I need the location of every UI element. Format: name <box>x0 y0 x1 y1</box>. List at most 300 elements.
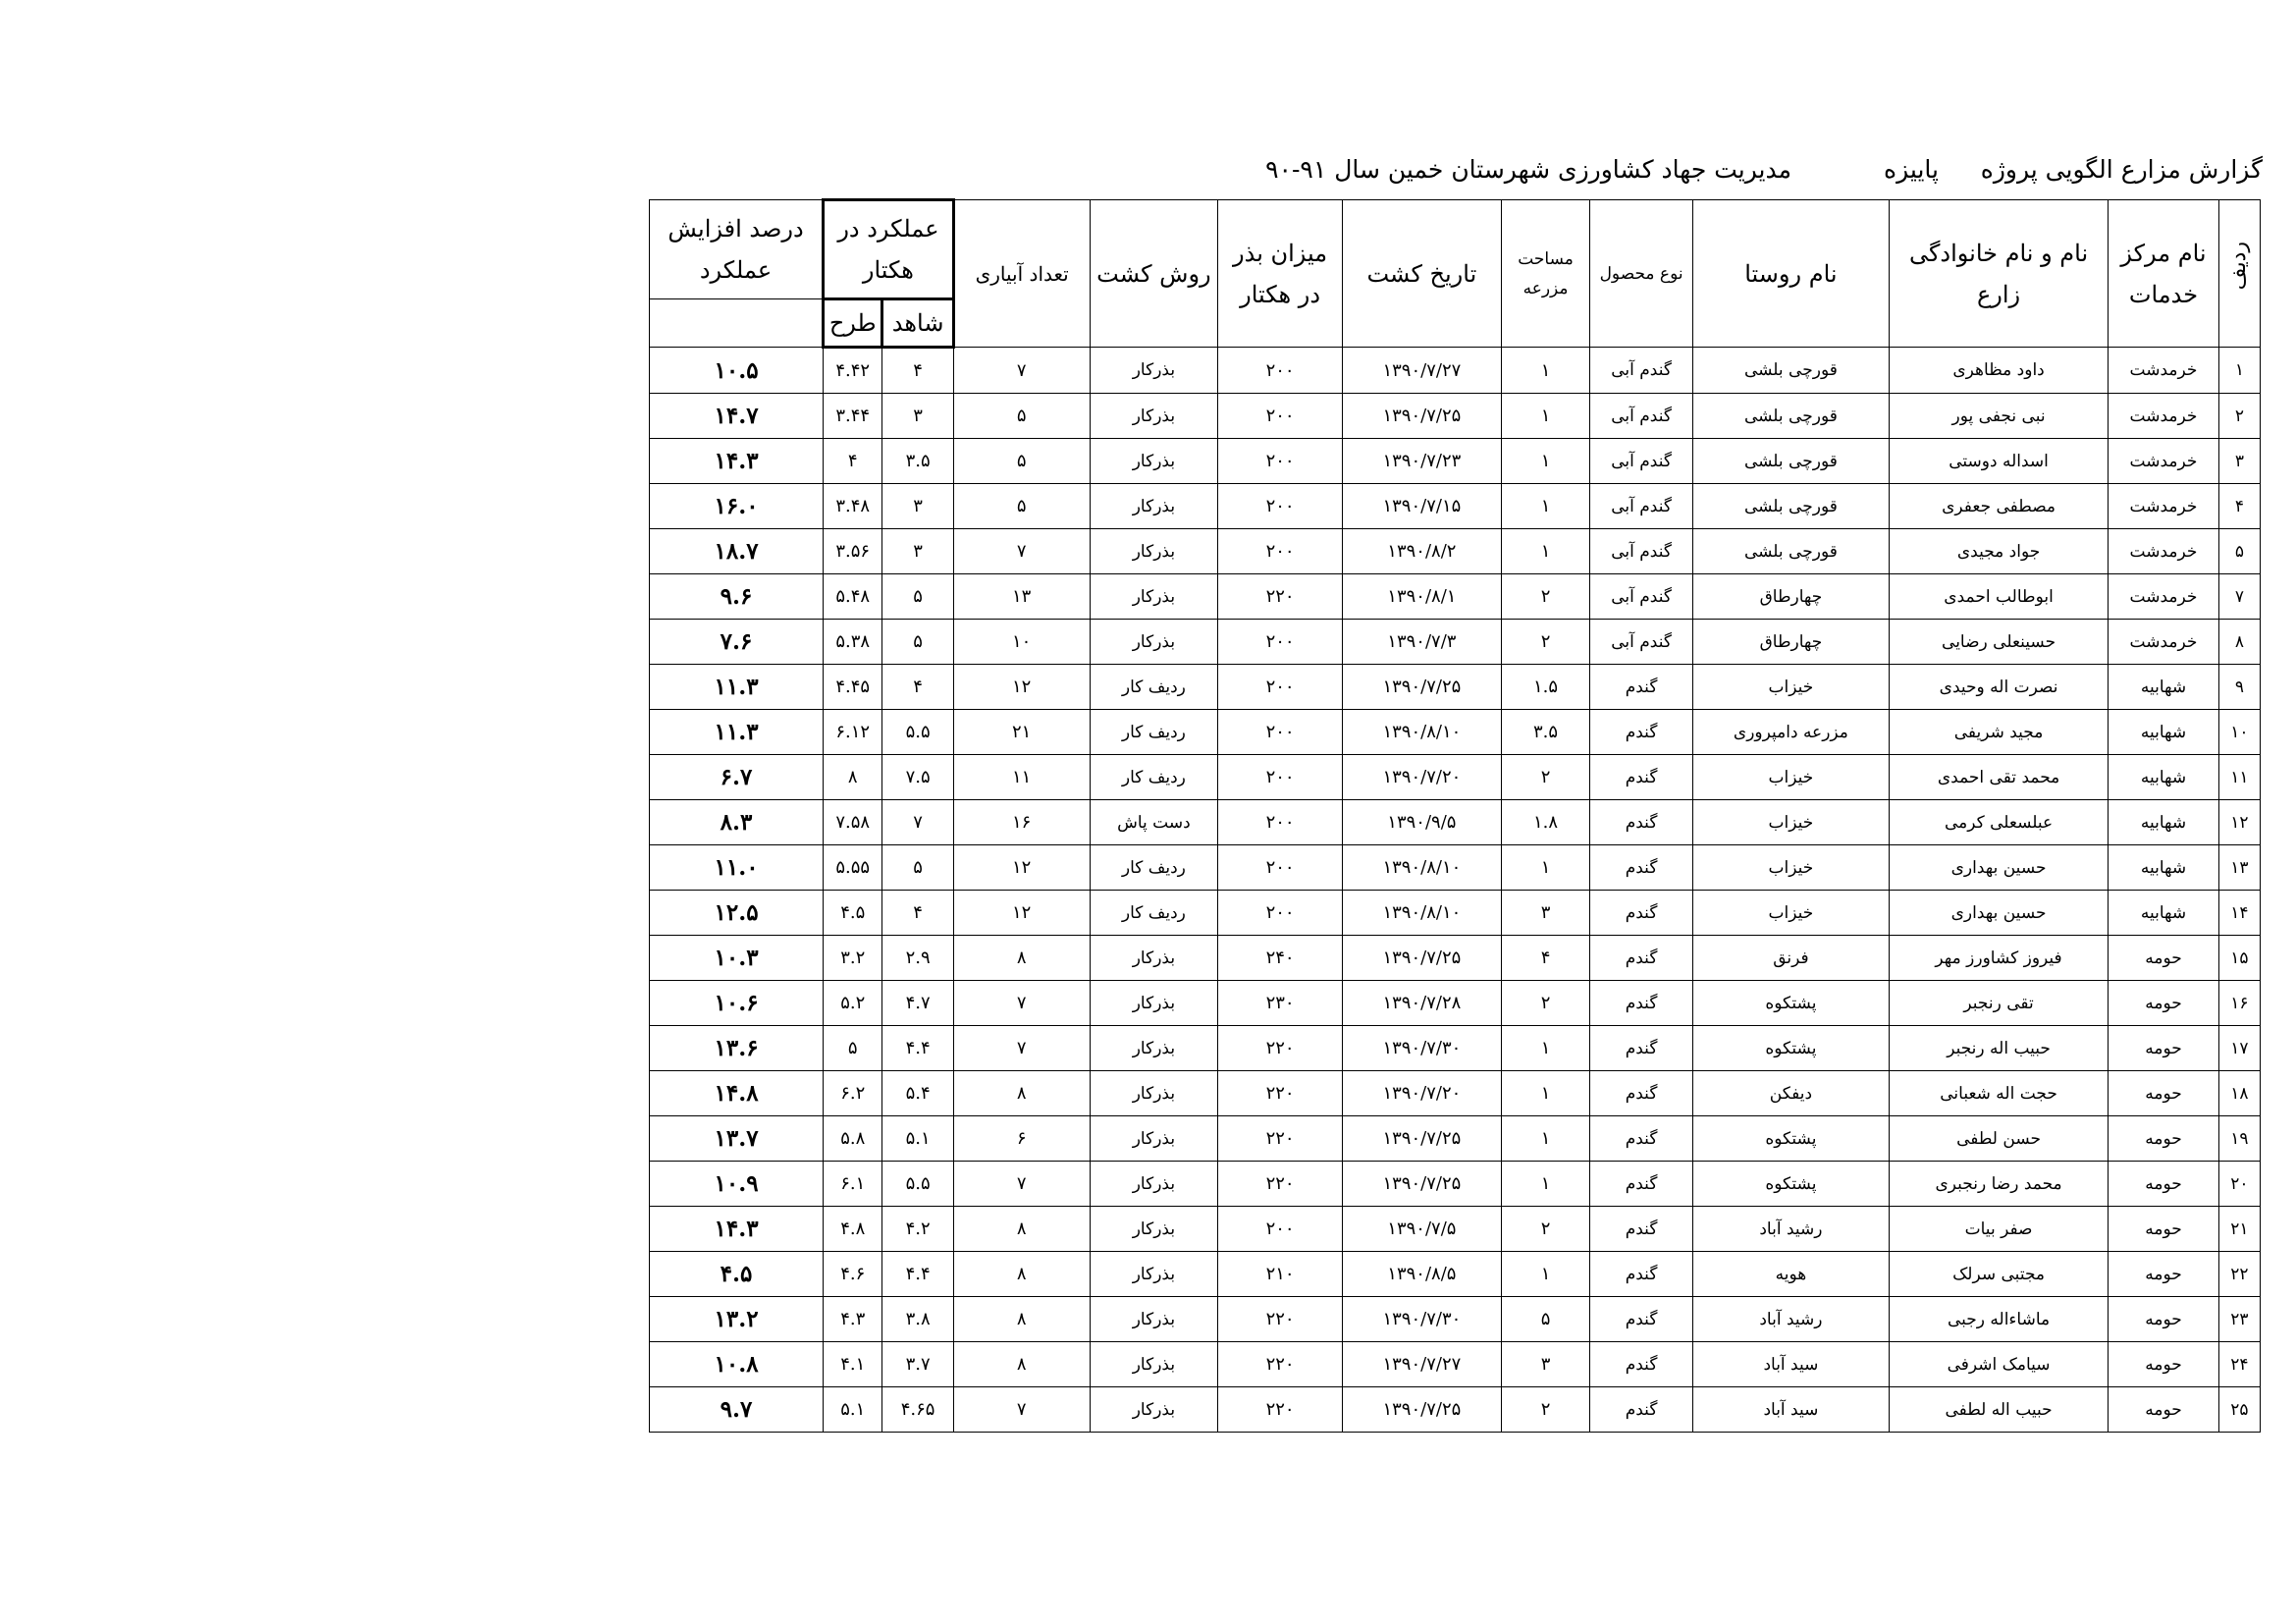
farmer-name: حسن لطفی <box>1889 1116 2108 1162</box>
center-name: خرمدشت <box>2109 394 2219 439</box>
col-farmer-header: نام و نام خانوادگی زارع <box>1889 200 2108 348</box>
village-name: مزرعه دامپروری <box>1692 710 1889 755</box>
yield-increase: ۱۳.۲ <box>650 1297 824 1342</box>
center-name: شهابیه <box>2109 845 2219 891</box>
yield-plan: ۴.۳ <box>824 1297 882 1342</box>
yield-plan: ۴.۴۲ <box>824 348 882 394</box>
yield-check: ۵ <box>882 620 953 665</box>
yield-check: ۲.۹ <box>882 936 953 981</box>
table-row <box>650 1342 2261 1387</box>
row-number: ۵ <box>2218 529 2260 574</box>
yield-check: ۳.۷ <box>882 1342 953 1387</box>
center-name: حومه <box>2109 981 2219 1026</box>
yield-increase: ۱۶.۰ <box>650 484 824 529</box>
sowing-method: بذرکار <box>1090 348 1218 394</box>
crop-type: گندم <box>1590 665 1693 710</box>
sowing-date: ۱۳۹۰/۸/۲ <box>1342 529 1501 574</box>
sowing-date: ۱۳۹۰/۷/۲۵ <box>1342 394 1501 439</box>
farm-area: ۱ <box>1501 1162 1589 1207</box>
village-name: چهارطاق <box>1692 574 1889 620</box>
yield-plan: ۵.۲ <box>824 981 882 1026</box>
center-name: شهابیه <box>2109 710 2219 755</box>
center-name: حومه <box>2109 1207 2219 1252</box>
yield-increase: ۱۳.۷ <box>650 1116 824 1162</box>
management-label: مدیریت جهاد کشاورزی شهرستان خمین سال ۹۱-۹۰ <box>1265 155 1791 184</box>
farms-table-body <box>650 348 2261 1433</box>
farm-area: ۱ <box>1501 348 1589 394</box>
sowing-date: ۱۳۹۰/۷/۲۵ <box>1342 665 1501 710</box>
seed-rate: ۲۰۰ <box>1218 484 1343 529</box>
yield-check: ۵.۵ <box>882 1162 953 1207</box>
village-name: رشید آباد <box>1692 1207 1889 1252</box>
center-name: حومه <box>2109 1342 2219 1387</box>
farm-area: ۲ <box>1501 574 1589 620</box>
yield-check: ۵.۴ <box>882 1071 953 1116</box>
yield-check: ۵ <box>882 845 953 891</box>
seed-rate: ۲۲۰ <box>1218 1342 1343 1387</box>
sowing-method: بذرکار <box>1090 1342 1218 1387</box>
crop-type: گندم آبی <box>1590 484 1693 529</box>
seed-rate: ۲۲۰ <box>1218 1116 1343 1162</box>
sowing-date: ۱۳۹۰/۷/۱۵ <box>1342 484 1501 529</box>
col-area-header: مساحت مزرعه <box>1501 200 1589 348</box>
farm-area: ۲ <box>1501 755 1589 800</box>
row-number: ۲۵ <box>2218 1387 2260 1433</box>
sowing-method: بذرکار <box>1090 1252 1218 1297</box>
sowing-method: بذرکار <box>1090 1026 1218 1071</box>
sowing-date: ۱۳۹۰/۷/۲۵ <box>1342 1162 1501 1207</box>
farm-area: ۱ <box>1501 1071 1589 1116</box>
table-row <box>650 1071 2261 1116</box>
yield-plan: ۵.۸ <box>824 1116 882 1162</box>
center-name: حومه <box>2109 1071 2219 1116</box>
table-row <box>650 800 2261 845</box>
village-name: سید آباد <box>1692 1387 1889 1433</box>
farmer-name: حبیب اله لطفی <box>1889 1387 2108 1433</box>
farm-area: ۱ <box>1501 439 1589 484</box>
yield-check: ۷.۵ <box>882 755 953 800</box>
seed-rate: ۲۱۰ <box>1218 1252 1343 1297</box>
yield-plan: ۳.۴۴ <box>824 394 882 439</box>
sowing-method: بذرکار <box>1090 574 1218 620</box>
farm-area: ۲ <box>1501 620 1589 665</box>
yield-plan: ۳.۴۸ <box>824 484 882 529</box>
sowing-method: دست پاش <box>1090 800 1218 845</box>
table-row <box>650 936 2261 981</box>
irrigation-count: ۲۱ <box>953 710 1090 755</box>
irrigation-count: ۷ <box>953 981 1090 1026</box>
sowing-method: بذرکار <box>1090 439 1218 484</box>
farmer-name: حجت اله شعبانی <box>1889 1071 2108 1116</box>
yield-plan: ۳.۵۶ <box>824 529 882 574</box>
table-row <box>650 981 2261 1026</box>
crop-type: گندم آبی <box>1590 529 1693 574</box>
sowing-date: ۱۳۹۰/۷/۲۵ <box>1342 1116 1501 1162</box>
sowing-date: ۱۳۹۰/۷/۲۷ <box>1342 1342 1501 1387</box>
irrigation-count: ۱۲ <box>953 845 1090 891</box>
sowing-method: ردیف کار <box>1090 891 1218 936</box>
col-center-header: نام مرکز خدمات <box>2109 200 2219 348</box>
yield-plan: ۵ <box>824 1026 882 1071</box>
village-name: چهارطاق <box>1692 620 1889 665</box>
row-number: ۱۸ <box>2218 1071 2260 1116</box>
row-number: ۴ <box>2218 484 2260 529</box>
row-number: ۷ <box>2218 574 2260 620</box>
col-date-header: تاریخ کشت <box>1342 200 1501 348</box>
farm-area: ۱ <box>1501 484 1589 529</box>
sowing-date: ۱۳۹۰/۷/۳۰ <box>1342 1026 1501 1071</box>
yield-plan: ۴.۴۵ <box>824 665 882 710</box>
yield-plan: ۴ <box>824 439 882 484</box>
col-method-header: روش کشت <box>1090 200 1218 348</box>
sowing-method: بذرکار <box>1090 1297 1218 1342</box>
sowing-method: بذرکار <box>1090 620 1218 665</box>
farm-area: ۲ <box>1501 1207 1589 1252</box>
yield-plan: ۵.۴۸ <box>824 574 882 620</box>
yield-check: ۳.۸ <box>882 1297 953 1342</box>
center-name: حومه <box>2109 1162 2219 1207</box>
table-row <box>650 1026 2261 1071</box>
yield-increase: ۹.۶ <box>650 574 824 620</box>
table-row <box>650 529 2261 574</box>
yield-increase: ۱۰.۳ <box>650 936 824 981</box>
yield-increase: ۴.۵ <box>650 1252 824 1297</box>
yield-check: ۴ <box>882 665 953 710</box>
crop-type: گندم آبی <box>1590 394 1693 439</box>
sowing-date: ۱۳۹۰/۷/۵ <box>1342 1207 1501 1252</box>
crop-type: گندم <box>1590 710 1693 755</box>
sowing-method: ردیف کار <box>1090 665 1218 710</box>
row-number: ۱۶ <box>2218 981 2260 1026</box>
yield-check: ۳ <box>882 484 953 529</box>
seed-rate: ۲۴۰ <box>1218 936 1343 981</box>
yield-plan: ۶.۲ <box>824 1071 882 1116</box>
crop-type: گندم <box>1590 1116 1693 1162</box>
table-row <box>650 710 2261 755</box>
farm-area: ۳ <box>1501 891 1589 936</box>
seed-rate: ۲۰۰ <box>1218 439 1343 484</box>
irrigation-count: ۷ <box>953 348 1090 394</box>
center-name: شهابیه <box>2109 800 2219 845</box>
yield-check: ۴.۴ <box>882 1252 953 1297</box>
farmer-name: محمد رضا رنجبری <box>1889 1162 2108 1207</box>
yield-increase: ۱۰.۸ <box>650 1342 824 1387</box>
yield-check: ۵.۵ <box>882 710 953 755</box>
farm-area: ۳.۵ <box>1501 710 1589 755</box>
yield-increase: ۱۰.۹ <box>650 1162 824 1207</box>
yield-plan: ۴.۸ <box>824 1207 882 1252</box>
center-name: حومه <box>2109 1026 2219 1071</box>
irrigation-count: ۱۶ <box>953 800 1090 845</box>
farm-area: ۱.۵ <box>1501 665 1589 710</box>
irrigation-count: ۶ <box>953 1116 1090 1162</box>
yield-plan: ۵.۳۸ <box>824 620 882 665</box>
irrigation-count: ۸ <box>953 1342 1090 1387</box>
table-row <box>650 891 2261 936</box>
farm-area: ۱ <box>1501 1026 1589 1071</box>
crop-type: گندم آبی <box>1590 620 1693 665</box>
col-seed-header: میزان بذر در هکتار <box>1218 200 1343 348</box>
row-number: ۲۲ <box>2218 1252 2260 1297</box>
table-row <box>650 394 2261 439</box>
table-row <box>650 439 2261 484</box>
table-row <box>650 665 2261 710</box>
yield-increase: ۱۴.۳ <box>650 439 824 484</box>
table-row <box>650 1116 2261 1162</box>
farmer-name: صفر بیات <box>1889 1207 2108 1252</box>
seed-rate: ۲۰۰ <box>1218 755 1343 800</box>
crop-type: گندم <box>1590 1026 1693 1071</box>
yield-increase: ۱۱.۰ <box>650 845 824 891</box>
village-name: پشتکوه <box>1692 981 1889 1026</box>
crop-type: گندم <box>1590 845 1693 891</box>
crop-type: گندم <box>1590 1071 1693 1116</box>
irrigation-count: ۷ <box>953 1026 1090 1071</box>
village-name: خیزاب <box>1692 845 1889 891</box>
center-name: شهابیه <box>2109 891 2219 936</box>
farmer-name: فیروز کشاورز مهر <box>1889 936 2108 981</box>
seed-rate: ۲۰۰ <box>1218 710 1343 755</box>
table-row <box>650 620 2261 665</box>
farmer-name: مجتبی سرلک <box>1889 1252 2108 1297</box>
report-title-line <box>1265 147 2263 190</box>
sowing-method: بذرکار <box>1090 1387 1218 1433</box>
center-name: حومه <box>2109 1387 2219 1433</box>
center-name: خرمدشت <box>2109 529 2219 574</box>
sowing-method: ردیف کار <box>1090 755 1218 800</box>
col-increase-header: درصد افزایش عملکرد <box>650 200 824 299</box>
table-row <box>650 1252 2261 1297</box>
yield-plan: ۶.۱ <box>824 1162 882 1207</box>
sowing-date: ۱۳۹۰/۷/۲۵ <box>1342 1387 1501 1433</box>
yield-check: ۴.۶۵ <box>882 1387 953 1433</box>
village-name: خیزاب <box>1692 800 1889 845</box>
yield-check: ۷ <box>882 800 953 845</box>
village-name: خیزاب <box>1692 665 1889 710</box>
seed-rate: ۲۰۰ <box>1218 665 1343 710</box>
row-number: ۲۱ <box>2218 1207 2260 1252</box>
farmer-name: نصرت اله وحیدی <box>1889 665 2108 710</box>
row-number: ۲ <box>2218 394 2260 439</box>
seed-rate: ۲۰۰ <box>1218 845 1343 891</box>
farm-area: ۱ <box>1501 529 1589 574</box>
center-name: شهابیه <box>2109 755 2219 800</box>
yield-increase: ۱۴.۷ <box>650 394 824 439</box>
row-number: ۱۹ <box>2218 1116 2260 1162</box>
irrigation-count: ۸ <box>953 1252 1090 1297</box>
crop-type: گندم <box>1590 755 1693 800</box>
crop-type: گندم <box>1590 1297 1693 1342</box>
center-name: خرمدشت <box>2109 620 2219 665</box>
row-number: ۲۴ <box>2218 1342 2260 1387</box>
row-number: ۳ <box>2218 439 2260 484</box>
sowing-date: ۱۳۹۰/۸/۵ <box>1342 1252 1501 1297</box>
farmer-name: مصطفی جعفری <box>1889 484 2108 529</box>
table-row <box>650 845 2261 891</box>
irrigation-count: ۱۲ <box>953 665 1090 710</box>
col-row-header: ردیف <box>2218 200 2260 348</box>
sowing-method: بذرکار <box>1090 394 1218 439</box>
row-number: ۲۳ <box>2218 1297 2260 1342</box>
row-number: ۱۴ <box>2218 891 2260 936</box>
sowing-date: ۱۳۹۰/۸/۱۰ <box>1342 710 1501 755</box>
village-name: فرنق <box>1692 936 1889 981</box>
irrigation-count: ۱۱ <box>953 755 1090 800</box>
village-name: هویه <box>1692 1252 1889 1297</box>
yield-plan: ۴.۱ <box>824 1342 882 1387</box>
village-name: قورچی بلشی <box>1692 348 1889 394</box>
sowing-date: ۱۳۹۰/۸/۱۰ <box>1342 891 1501 936</box>
farmer-name: مجید شریفی <box>1889 710 2108 755</box>
village-name: رشید آباد <box>1692 1297 1889 1342</box>
village-name: پشتکوه <box>1692 1116 1889 1162</box>
seed-rate: ۲۰۰ <box>1218 1207 1343 1252</box>
sowing-date: ۱۳۹۰/۷/۲۰ <box>1342 755 1501 800</box>
sowing-date: ۱۳۹۰/۷/۳ <box>1342 620 1501 665</box>
yield-plan: ۳.۲ <box>824 936 882 981</box>
yield-increase: ۱۴.۳ <box>650 1207 824 1252</box>
yield-increase: ۱۰.۵ <box>650 348 824 394</box>
yield-increase: ۹.۷ <box>650 1387 824 1433</box>
seed-rate: ۲۲۰ <box>1218 1162 1343 1207</box>
yield-check: ۳ <box>882 394 953 439</box>
sowing-method: بذرکار <box>1090 1207 1218 1252</box>
sowing-date: ۱۳۹۰/۸/۱ <box>1342 574 1501 620</box>
farm-area: ۳ <box>1501 1342 1589 1387</box>
seed-rate: ۲۲۰ <box>1218 1387 1343 1433</box>
farmer-name: حسین بهداری <box>1889 891 2108 936</box>
yield-plan: ۵.۱ <box>824 1387 882 1433</box>
farm-area: ۴ <box>1501 936 1589 981</box>
col-yield-plan-header: طرح <box>824 299 882 348</box>
yield-plan: ۶.۱۲ <box>824 710 882 755</box>
sowing-method: بذرکار <box>1090 1116 1218 1162</box>
row-number: ۱۰ <box>2218 710 2260 755</box>
seed-rate: ۲۰۰ <box>1218 800 1343 845</box>
seed-rate: ۲۰۰ <box>1218 348 1343 394</box>
sowing-date: ۱۳۹۰/۷/۲۷ <box>1342 348 1501 394</box>
col-increase-spacer <box>650 299 824 348</box>
farm-area: ۵ <box>1501 1297 1589 1342</box>
sowing-date: ۱۳۹۰/۸/۱۰ <box>1342 845 1501 891</box>
seed-rate: ۲۰۰ <box>1218 529 1343 574</box>
village-name: خیزاب <box>1692 891 1889 936</box>
center-name: حومه <box>2109 1116 2219 1162</box>
yield-plan: ۸ <box>824 755 882 800</box>
row-number: ۱۱ <box>2218 755 2260 800</box>
village-name: خیزاب <box>1692 755 1889 800</box>
crop-type: گندم <box>1590 936 1693 981</box>
table-row <box>650 1162 2261 1207</box>
crop-type: گندم آبی <box>1590 348 1693 394</box>
sowing-method: بذرکار <box>1090 484 1218 529</box>
irrigation-count: ۸ <box>953 1207 1090 1252</box>
yield-plan: ۷.۵۸ <box>824 800 882 845</box>
sowing-date: ۱۳۹۰/۹/۵ <box>1342 800 1501 845</box>
sowing-method: ردیف کار <box>1090 845 1218 891</box>
row-number: ۲۰ <box>2218 1162 2260 1207</box>
yield-check: ۳.۵ <box>882 439 953 484</box>
table-row <box>650 1207 2261 1252</box>
crop-type: گندم <box>1590 1207 1693 1252</box>
village-name: پشتکوه <box>1692 1026 1889 1071</box>
farm-area: ۱ <box>1501 1116 1589 1162</box>
table-row <box>650 755 2261 800</box>
yield-check: ۴ <box>882 348 953 394</box>
yield-increase: ۱۱.۳ <box>650 710 824 755</box>
farm-area: ۱ <box>1501 1252 1589 1297</box>
seed-rate: ۲۲۰ <box>1218 1026 1343 1071</box>
sowing-method: بذرکار <box>1090 1071 1218 1116</box>
farm-area: ۱ <box>1501 845 1589 891</box>
center-name: خرمدشت <box>2109 484 2219 529</box>
report-title: گزارش مزارع الگویی پروژه <box>1980 155 2263 184</box>
table-row <box>650 484 2261 529</box>
sowing-date: ۱۳۹۰/۷/۲۸ <box>1342 981 1501 1026</box>
irrigation-count: ۱۰ <box>953 620 1090 665</box>
crop-type: گندم <box>1590 800 1693 845</box>
seed-rate: ۲۳۰ <box>1218 981 1343 1026</box>
yield-check: ۵ <box>882 574 953 620</box>
yield-check: ۴.۴ <box>882 1026 953 1071</box>
col-yield-header: عملکرد در هکتار <box>824 200 954 299</box>
farmer-name: حسین بهداری <box>1889 845 2108 891</box>
farm-area: ۲ <box>1501 981 1589 1026</box>
crop-type: گندم آبی <box>1590 574 1693 620</box>
sowing-method: بذرکار <box>1090 981 1218 1026</box>
season-label: پاییزه <box>1884 155 1939 184</box>
village-name: دیفکن <box>1692 1071 1889 1116</box>
seed-rate: ۲۰۰ <box>1218 394 1343 439</box>
seed-rate: ۲۲۰ <box>1218 1297 1343 1342</box>
center-name: خرمدشت <box>2109 439 2219 484</box>
village-name: قورچی بلشی <box>1692 439 1889 484</box>
village-name: قورچی بلشی <box>1692 529 1889 574</box>
irrigation-count: ۷ <box>953 529 1090 574</box>
farmer-name: تقی رنجبر <box>1889 981 2108 1026</box>
row-number: ۱۵ <box>2218 936 2260 981</box>
yield-increase: ۱۴.۸ <box>650 1071 824 1116</box>
col-village-header: نام روستا <box>1692 200 1889 348</box>
farm-area: ۲ <box>1501 1387 1589 1433</box>
yield-increase: ۶.۷ <box>650 755 824 800</box>
farmer-name: حبیب اله رنجبر <box>1889 1026 2108 1071</box>
farmer-name: داود مظاهری <box>1889 348 2108 394</box>
col-irrigation-header: تعداد آبیاری <box>953 200 1090 348</box>
yield-increase: ۱۰.۶ <box>650 981 824 1026</box>
col-yield-check-header: شاهد <box>882 299 953 348</box>
sowing-date: ۱۳۹۰/۷/۲۵ <box>1342 936 1501 981</box>
farmer-name: حسینعلی رضایی <box>1889 620 2108 665</box>
seed-rate: ۲۰۰ <box>1218 891 1343 936</box>
sowing-date: ۱۳۹۰/۷/۳۰ <box>1342 1297 1501 1342</box>
farmer-name: سیامک اشرفی <box>1889 1342 2108 1387</box>
center-name: شهابیه <box>2109 665 2219 710</box>
seed-rate: ۲۰۰ <box>1218 620 1343 665</box>
irrigation-count: ۸ <box>953 936 1090 981</box>
farm-area: ۱.۸ <box>1501 800 1589 845</box>
table-row <box>650 1297 2261 1342</box>
table-row <box>650 1387 2261 1433</box>
yield-increase: ۱۳.۶ <box>650 1026 824 1071</box>
irrigation-count: ۱۳ <box>953 574 1090 620</box>
row-number: ۱۳ <box>2218 845 2260 891</box>
sowing-date: ۱۳۹۰/۷/۲۳ <box>1342 439 1501 484</box>
table-row <box>650 574 2261 620</box>
sowing-method: بذرکار <box>1090 529 1218 574</box>
row-number: ۱۲ <box>2218 800 2260 845</box>
row-number: ۸ <box>2218 620 2260 665</box>
